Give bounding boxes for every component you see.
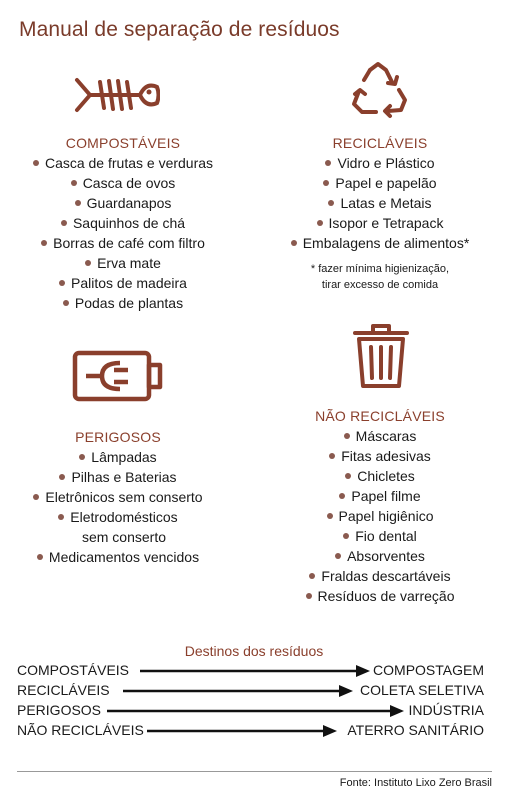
list-item: Podas de plantas	[18, 293, 228, 313]
nao-reciclaveis-title: NÃO RECICLÁVEIS	[315, 408, 445, 424]
bullet-icon	[71, 180, 77, 186]
list-item: Embalagens de alimentos*	[275, 233, 485, 253]
list-item: Borras de café com filtro	[18, 233, 228, 253]
arrow-right-icon	[107, 705, 404, 717]
source-credit: Fonte: Instituto Lixo Zero Brasil	[339, 777, 492, 789]
list-item: Resíduos de varreção	[275, 586, 485, 606]
destino-row	[17, 682, 484, 702]
list-item: Absorventes	[275, 546, 485, 566]
perigosos-list	[13, 447, 223, 567]
bullet-icon	[61, 220, 67, 226]
bullet-icon	[339, 493, 345, 499]
nao-reciclaveis-section	[275, 408, 485, 606]
list-item: Eletrodomésticos	[13, 507, 223, 527]
bullet-icon	[306, 593, 312, 599]
list-item: Erva mate	[18, 253, 228, 273]
bullet-icon	[325, 160, 331, 166]
perigosos-title: PERIGOSOS	[75, 429, 161, 445]
bullet-icon	[58, 514, 64, 520]
bullet-icon	[323, 180, 329, 186]
list-item: Latas e Metais	[275, 193, 485, 213]
reciclaveis-section	[275, 135, 485, 293]
destino-to: INDÚSTRIA	[408, 702, 484, 718]
list-item: Papel filme	[275, 486, 485, 506]
compostaveis-list	[18, 153, 228, 313]
list-item: Papel higiênico	[275, 506, 485, 526]
page-title: Manual de separação de resíduos	[19, 18, 340, 41]
bullet-icon	[317, 220, 323, 226]
destino-from: COMPOSTÁVEIS	[17, 662, 130, 678]
bullet-icon	[79, 454, 85, 460]
reciclaveis-list	[275, 153, 485, 253]
destino-row	[17, 662, 484, 682]
list-item: Guardanapos	[18, 193, 228, 213]
nao-reciclaveis-list	[275, 426, 485, 606]
note-line-1: * fazer mínima higienização,	[310, 263, 450, 275]
list-item: Chicletes	[275, 466, 485, 486]
note-line-2: tirar excesso de comida	[321, 279, 439, 291]
arrow-right-icon	[147, 725, 337, 737]
fish-bone-icon	[74, 76, 160, 114]
bullet-icon	[37, 554, 43, 560]
bullet-icon	[343, 533, 349, 539]
bullet-icon	[75, 200, 81, 206]
bullet-icon	[335, 553, 341, 559]
list-item: Lâmpadas	[13, 447, 223, 467]
bullet-icon	[59, 474, 65, 480]
list-item: Casca de ovos	[18, 173, 228, 193]
destino-to: COLETA SELETIVA	[360, 682, 484, 698]
list-item: Fraldas descartáveis	[275, 566, 485, 586]
bullet-icon	[345, 473, 351, 479]
list-item: Papel e papelão	[275, 173, 485, 193]
arrow-right-icon	[140, 665, 370, 677]
arrow-right-icon	[123, 685, 353, 697]
list-item: Fio dental	[275, 526, 485, 546]
recycle-icon	[348, 60, 410, 122]
destinos-title: Destinos dos resíduos	[184, 643, 324, 659]
list-item: Palitos de madeira	[18, 273, 228, 293]
bullet-icon	[328, 200, 334, 206]
list-item: Saquinhos de chá	[18, 213, 228, 233]
destino-to: ATERRO SANITÁRIO	[347, 722, 484, 738]
destino-to: COMPOSTAGEM	[373, 662, 484, 678]
destino-row	[17, 702, 484, 722]
bullet-icon	[291, 240, 297, 246]
list-item: Vidro e Plástico	[275, 153, 485, 173]
bullet-icon	[59, 280, 65, 286]
destino-from: PERIGOSOS	[17, 702, 102, 718]
bullet-icon	[41, 240, 47, 246]
list-item: Isopor e Tetrapack	[275, 213, 485, 233]
list-item: Casca de frutas e verduras	[18, 153, 228, 173]
bullet-icon	[329, 453, 335, 459]
bullet-icon	[33, 494, 39, 500]
bullet-icon	[85, 260, 91, 266]
bullet-icon	[327, 513, 333, 519]
list-item: Eletrônicos sem conserto	[13, 487, 223, 507]
destino-from: RECICLÁVEIS	[17, 682, 110, 698]
list-item: Medicamentos vencidos	[13, 547, 223, 567]
battery-plug-icon	[72, 350, 164, 402]
bullet-icon	[344, 433, 350, 439]
compostaveis-section	[18, 135, 228, 313]
divider	[17, 771, 492, 772]
list-item: Fitas adesivas	[275, 446, 485, 466]
list-item: Máscaras	[275, 426, 485, 446]
list-item: Pilhas e Baterias	[13, 467, 223, 487]
destino-from: NÃO RECICLÁVEIS	[17, 722, 144, 738]
bullet-icon	[309, 573, 315, 579]
list-item-continuation: sem conserto	[81, 529, 167, 545]
trash-can-icon	[353, 323, 409, 389]
reciclaveis-title: RECICLÁVEIS	[332, 135, 428, 151]
perigosos-section	[13, 429, 223, 567]
bullet-icon	[33, 160, 39, 166]
destino-row	[17, 722, 484, 742]
hygiene-note	[275, 261, 485, 293]
compostaveis-title: COMPOSTÁVEIS	[65, 135, 181, 151]
bullet-icon	[63, 300, 69, 306]
